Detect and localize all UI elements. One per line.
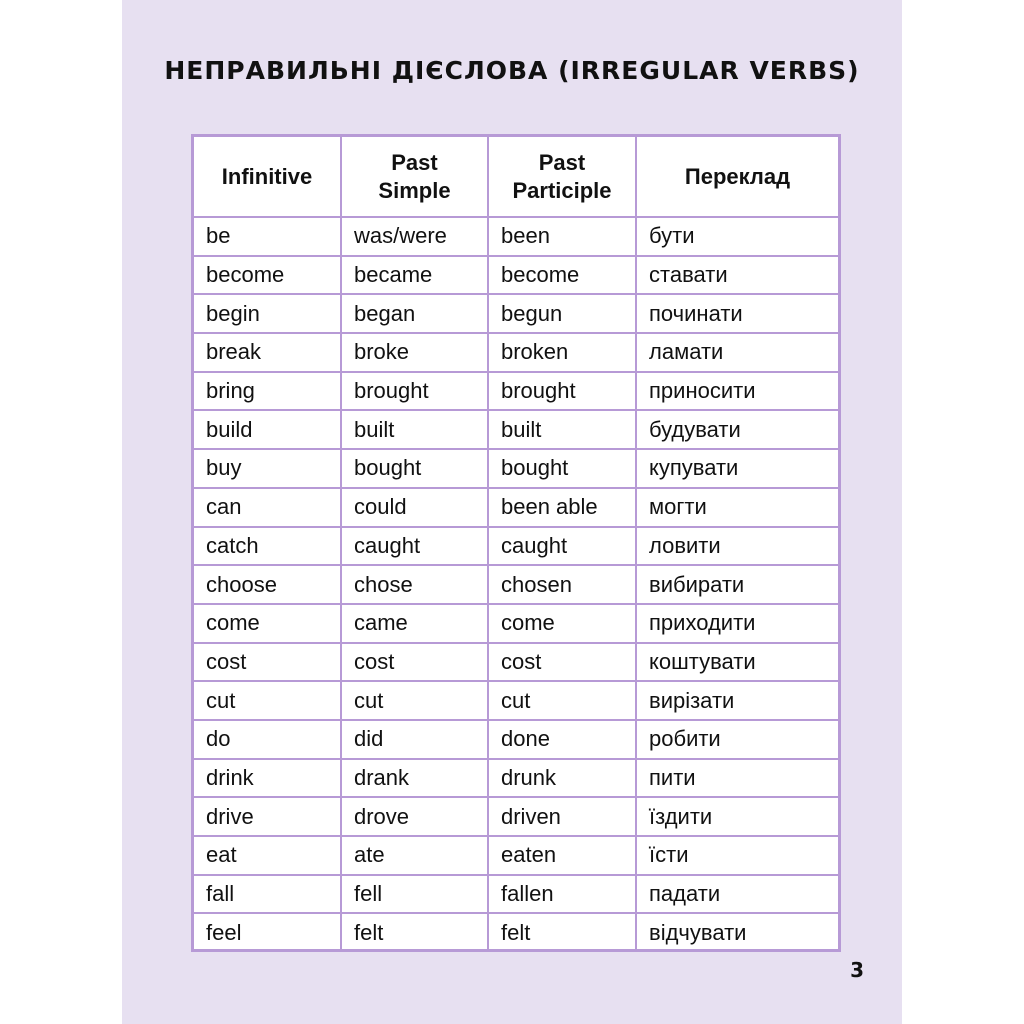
cell-past-simple: bought xyxy=(341,449,488,488)
cell-infinitive: build xyxy=(194,410,341,449)
cell-translation: ловити xyxy=(636,527,838,566)
table-row xyxy=(194,836,838,875)
cell-translation: приходити xyxy=(636,604,838,643)
table-header-row xyxy=(194,137,838,217)
irregular-verbs-table-container xyxy=(191,134,841,952)
cell-past-participle: driven xyxy=(488,797,636,836)
cell-past-simple: cost xyxy=(341,643,488,682)
cell-translation: могти xyxy=(636,488,838,527)
table-row xyxy=(194,604,838,643)
cell-past-participle: broken xyxy=(488,333,636,372)
cell-past-participle: brought xyxy=(488,372,636,411)
cell-infinitive: choose xyxy=(194,565,341,604)
table-row xyxy=(194,294,838,333)
cell-infinitive: come xyxy=(194,604,341,643)
table-row xyxy=(194,449,838,488)
cell-infinitive: buy xyxy=(194,449,341,488)
table-row xyxy=(194,759,838,798)
cell-translation: ламати xyxy=(636,333,838,372)
document-page xyxy=(122,0,902,1024)
cell-past-participle: come xyxy=(488,604,636,643)
cell-infinitive: bring xyxy=(194,372,341,411)
cell-past-simple: felt xyxy=(341,913,488,952)
header-translation: Переклад xyxy=(636,137,838,217)
cell-past-participle: cut xyxy=(488,681,636,720)
cell-translation: робити xyxy=(636,720,838,759)
cell-translation: бути xyxy=(636,217,838,256)
cell-translation: їсти xyxy=(636,836,838,875)
cell-past-simple: brought xyxy=(341,372,488,411)
table-row xyxy=(194,488,838,527)
table-row xyxy=(194,256,838,295)
cell-infinitive: cost xyxy=(194,643,341,682)
cell-past-simple: became xyxy=(341,256,488,295)
cell-translation: починати xyxy=(636,294,838,333)
cell-past-participle: chosen xyxy=(488,565,636,604)
header-past-participle: Past Participle xyxy=(488,137,636,217)
table-row xyxy=(194,643,838,682)
table-row xyxy=(194,875,838,914)
table-row xyxy=(194,527,838,566)
cell-past-participle: built xyxy=(488,410,636,449)
cell-infinitive: begin xyxy=(194,294,341,333)
cell-infinitive: fall xyxy=(194,875,341,914)
page-title: НЕПРАВИЛЬНІ ДІЄСЛОВА (IRREGULAR VERBS) xyxy=(164,56,860,85)
cell-past-participle: bought xyxy=(488,449,636,488)
table-row xyxy=(194,913,838,952)
table-row xyxy=(194,565,838,604)
cell-past-participle: done xyxy=(488,720,636,759)
cell-past-simple: began xyxy=(341,294,488,333)
cell-past-simple: did xyxy=(341,720,488,759)
table-row xyxy=(194,372,838,411)
cell-infinitive: break xyxy=(194,333,341,372)
cell-past-participle: been xyxy=(488,217,636,256)
cell-past-simple: drank xyxy=(341,759,488,798)
cell-translation: пити xyxy=(636,759,838,798)
cell-infinitive: be xyxy=(194,217,341,256)
cell-translation: коштувати xyxy=(636,643,838,682)
cell-past-participle: cost xyxy=(488,643,636,682)
table-row xyxy=(194,333,838,372)
cell-past-participle: become xyxy=(488,256,636,295)
page-number: 3 xyxy=(850,958,864,982)
table-body xyxy=(194,217,838,952)
cell-translation: вибирати xyxy=(636,565,838,604)
cell-past-simple: drove xyxy=(341,797,488,836)
cell-translation: відчувати xyxy=(636,913,838,952)
cell-translation: падати xyxy=(636,875,838,914)
cell-past-participle: caught xyxy=(488,527,636,566)
cell-past-simple: broke xyxy=(341,333,488,372)
header-infinitive: Infinitive xyxy=(194,137,341,217)
cell-past-simple: ate xyxy=(341,836,488,875)
cell-past-simple: was/were xyxy=(341,217,488,256)
cell-translation: будувати xyxy=(636,410,838,449)
cell-past-participle: drunk xyxy=(488,759,636,798)
cell-past-simple: fell xyxy=(341,875,488,914)
cell-past-participle: fallen xyxy=(488,875,636,914)
cell-infinitive: do xyxy=(194,720,341,759)
cell-translation: приносити xyxy=(636,372,838,411)
irregular-verbs-table xyxy=(194,137,838,952)
cell-past-simple: built xyxy=(341,410,488,449)
cell-past-participle: eaten xyxy=(488,836,636,875)
cell-past-simple: chose xyxy=(341,565,488,604)
cell-infinitive: catch xyxy=(194,527,341,566)
table-row xyxy=(194,720,838,759)
cell-past-participle: been able xyxy=(488,488,636,527)
table-row xyxy=(194,217,838,256)
table-row xyxy=(194,681,838,720)
cell-infinitive: eat xyxy=(194,836,341,875)
cell-past-simple: came xyxy=(341,604,488,643)
table-row xyxy=(194,410,838,449)
cell-infinitive: become xyxy=(194,256,341,295)
cell-past-participle: begun xyxy=(488,294,636,333)
cell-infinitive: cut xyxy=(194,681,341,720)
table-row xyxy=(194,797,838,836)
cell-translation: купувати xyxy=(636,449,838,488)
header-past-simple: Past Simple xyxy=(341,137,488,217)
cell-translation: ставати xyxy=(636,256,838,295)
cell-translation: їздити xyxy=(636,797,838,836)
cell-infinitive: drive xyxy=(194,797,341,836)
cell-infinitive: feel xyxy=(194,913,341,952)
cell-infinitive: drink xyxy=(194,759,341,798)
cell-past-simple: could xyxy=(341,488,488,527)
cell-past-simple: caught xyxy=(341,527,488,566)
cell-past-simple: cut xyxy=(341,681,488,720)
cell-translation: вирізати xyxy=(636,681,838,720)
cell-infinitive: can xyxy=(194,488,341,527)
cell-past-participle: felt xyxy=(488,913,636,952)
